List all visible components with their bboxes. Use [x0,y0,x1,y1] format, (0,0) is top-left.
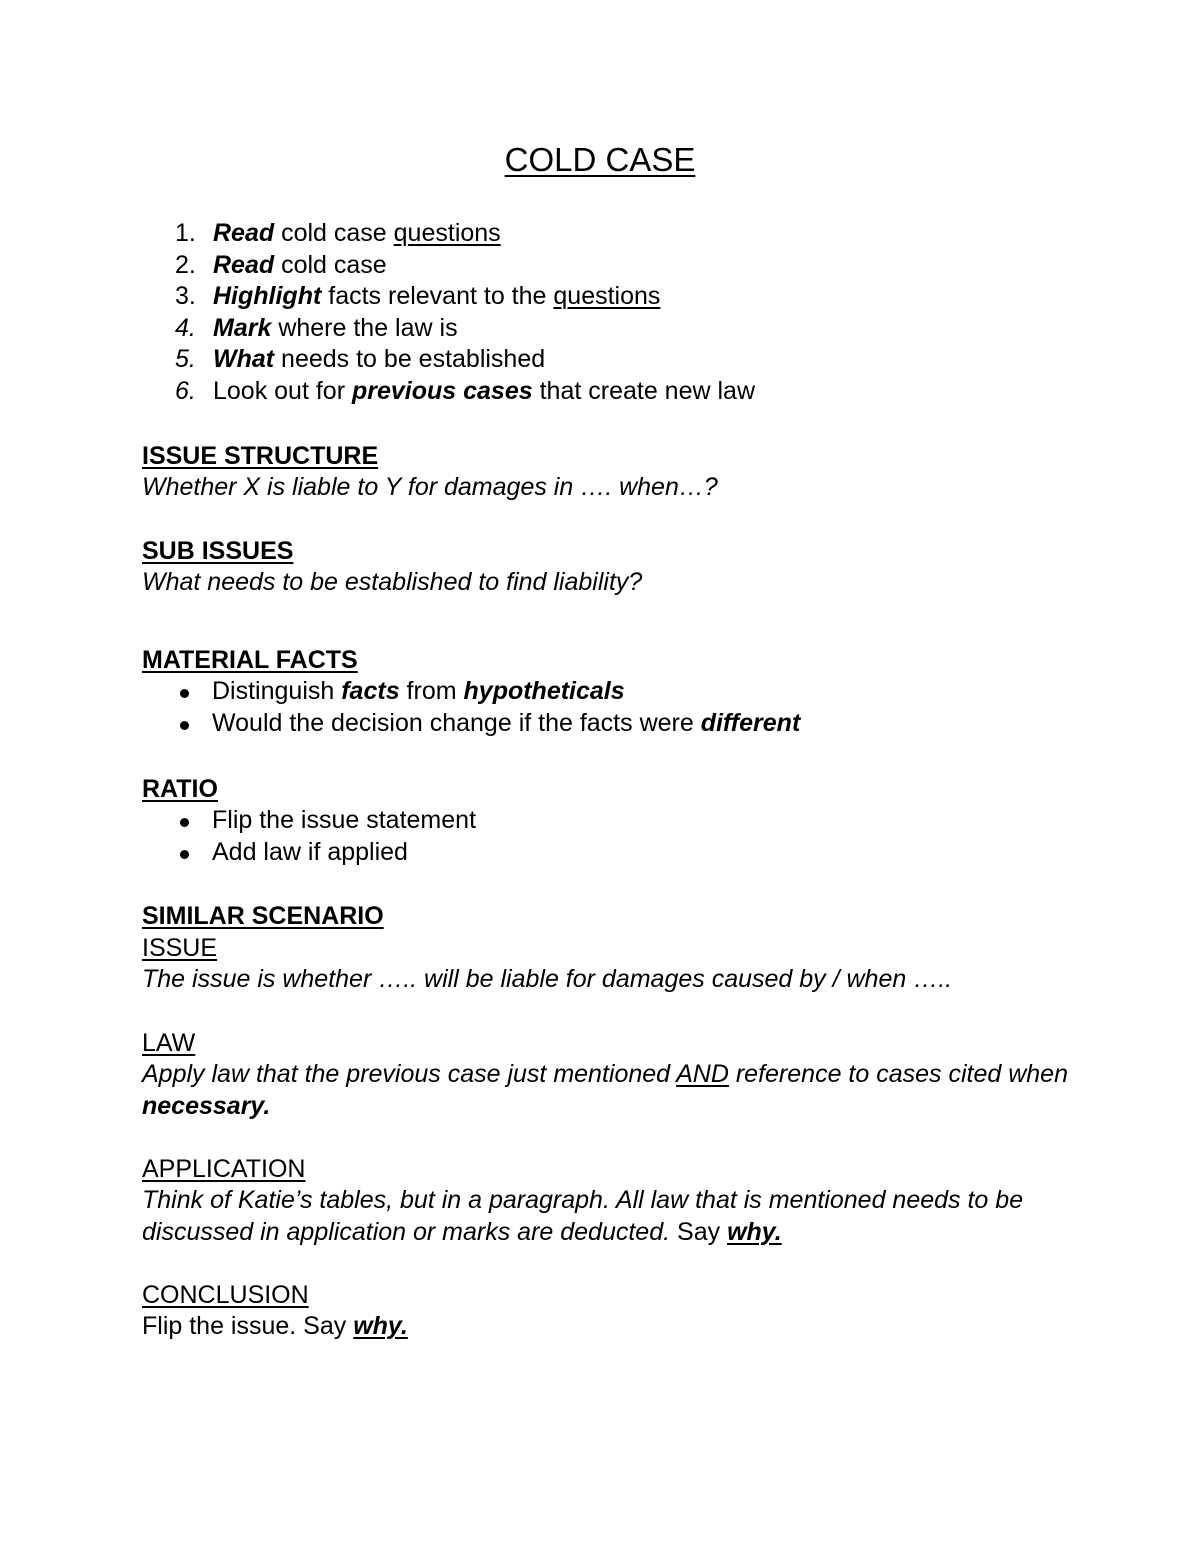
application-heading: APPLICATION [142,1155,306,1183]
section-text: What needs to be established to find liability? [142,568,643,596]
step-item: 3. Highlight facts relevant to the questions [175,282,661,311]
bullet-list [142,676,1102,739]
section-heading: ISSUE STRUCTURE [142,442,379,470]
similar-scenario-section [142,900,1102,996]
list-item: Would the decision change if the facts were different [142,708,1102,740]
issue-heading: ISSUE [142,934,218,962]
list-item: Add law if applied [142,837,1102,869]
issue-structure-section [142,440,1102,504]
section-heading: SIMILAR SCENARIO [142,902,384,930]
issue-text: The issue is whether ….. will be liable for damages caused by / when ….. [142,965,953,993]
material-facts-section [142,644,1102,739]
list-item: Distinguish facts from hypotheticals [142,676,1102,708]
law-heading: LAW [142,1029,196,1057]
conclusion-heading: CONCLUSION [142,1281,309,1309]
steps-list [142,218,1142,408]
sub-issues-section [142,535,1102,599]
section-heading: MATERIAL FACTS [142,646,358,674]
section-text: Whether X is liable to Y for damages in …. when…? [142,473,718,501]
ratio-section [142,773,1102,868]
conclusion-text: Flip the issue. Say why. [142,1312,408,1340]
step-item: 5. What needs to be established [175,345,546,374]
conclusion-section [142,1279,1102,1343]
section-heading: SUB ISSUES [142,537,294,565]
bullet-list [142,805,1102,868]
section-heading: RATIO [142,775,218,803]
list-item: Flip the issue statement [142,805,1102,837]
step-item: 1. Read cold case questions [175,219,501,247]
step-item: 6. Look out for previous cases that create new law [175,376,755,405]
application-text: Think of Katie’s tables, but in a paragraph. All law that is mentioned needs to be discussed in application or marks are deducted. Say why. [142,1186,1024,1246]
step-item: 2. Read cold case [175,250,387,279]
document-title: COLD CASE [504,141,696,178]
application-section [142,1153,1102,1248]
law-text: Apply law that the previous case just mentioned AND reference to cases cited when necessary. [142,1060,1068,1120]
step-item: 4. Mark where the law is [175,313,458,342]
law-section [142,1027,1102,1122]
